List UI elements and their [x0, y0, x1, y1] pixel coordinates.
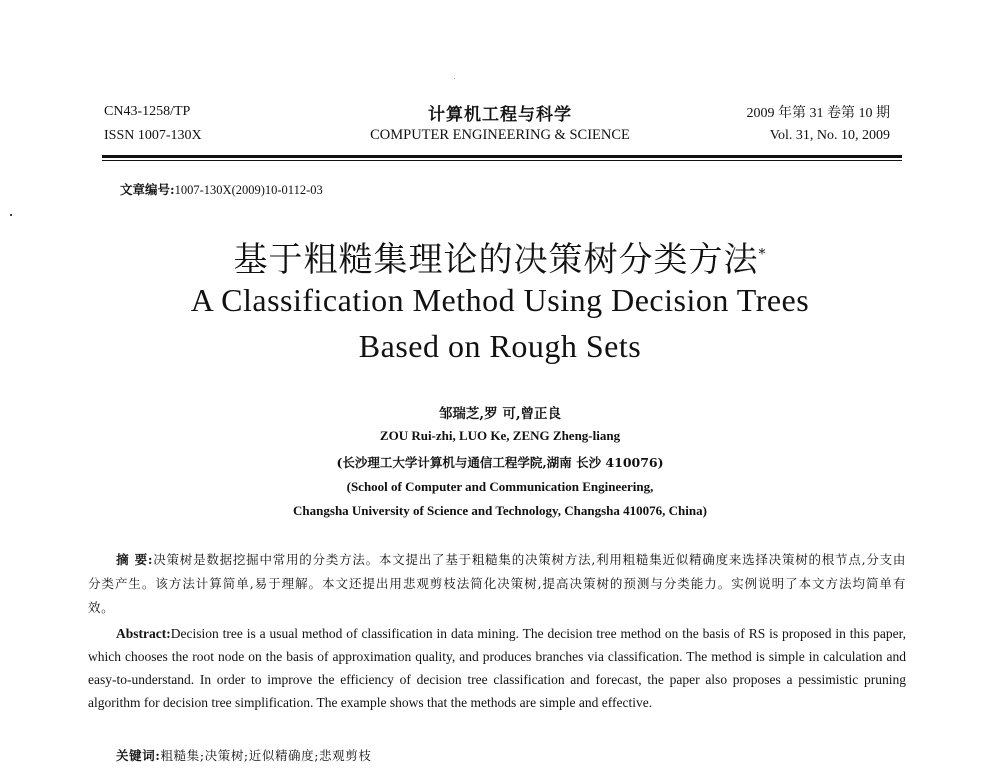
- abstract-en: [88, 622, 906, 714]
- issn: ISSN 1007-130X: [104, 128, 202, 143]
- title-zh-line: [0, 232, 1000, 281]
- header-rule-thin: [102, 160, 902, 161]
- scan-speck: [10, 214, 12, 216]
- authors-zh: 邹瑞芝,罗 可,曾正良: [438, 406, 562, 422]
- journal-title-zh: 计算机工程与科学: [428, 105, 572, 125]
- authors-en: ZOU Rui-zhi, LUO Ke, ZENG Zheng-liang: [379, 428, 621, 443]
- issue-zh: 2009 年第 31 卷第 10 期: [746, 106, 890, 121]
- title-footnote-mark: *: [758, 246, 767, 263]
- keywords-zh: [88, 744, 906, 768]
- title-en-line1: A Classification Method Using Decision Trees: [190, 282, 810, 318]
- abstract-zh-label: 摘 要:: [116, 552, 154, 567]
- scan-speck: [454, 78, 455, 79]
- affiliation-en-line1: (School of Computer and Communication Engineering,: [346, 479, 654, 494]
- article-id: [120, 180, 323, 198]
- abstract-zh-text: 决策树是数据挖掘中常用的分类方法。本文提出了基于粗糙集的决策树方法,利用粗糙集近似精确度来选择决策树的根节点,分支由分类产生。该方法计算简单,易于理解。本文还提出用悲观剪枝法简化决策树,提高决策树的预测与分类能力。实例说明了本文方法均简单有效。: [88, 552, 907, 615]
- affiliation-zh: (长沙理工大学计算机与通信工程学院,湖南 长沙 410076): [336, 455, 664, 470]
- issue-en: Vol. 31, No. 10, 2009: [769, 128, 890, 143]
- abstract-en-text: Decision tree is a usual method of classification in data mining. The decision tree method on the basis of RS is proposed in this paper, which chooses the root node on the basis of approximation quality, and produces branches via classification. The method is simple in calculation and easy-to-understand. In order to improve the efficiency of decision tree classification and forecast, the paper also proposes a pessimistic pruning algorithm for decision tree simplification. The example shows that the methods are simple and effective.: [88, 626, 906, 710]
- article-id-value: 1007-130X(2009)10-0112-03: [174, 183, 323, 197]
- keywords-zh-text: 粗糙集;决策树;近似精确度;悲观剪枝: [160, 748, 372, 763]
- title-zh: 基于粗糙集理论的决策树分类方法: [233, 240, 759, 280]
- affiliation-en-line2: Changsha University of Science and Technology, Changsha 410076, China): [293, 503, 707, 518]
- journal-title-en: COMPUTER ENGINEERING & SCIENCE: [370, 127, 630, 143]
- abstract-en-label: Abstract:: [116, 626, 171, 641]
- article-id-label: 文章编号:: [120, 182, 175, 197]
- title-en-line2: Based on Rough Sets: [358, 328, 642, 364]
- cn-code: CN43-1258/TP: [104, 104, 191, 119]
- abstract-zh: [88, 548, 906, 620]
- header-rule-thick: [102, 155, 902, 158]
- keywords-zh-label: 关键词:: [116, 748, 161, 763]
